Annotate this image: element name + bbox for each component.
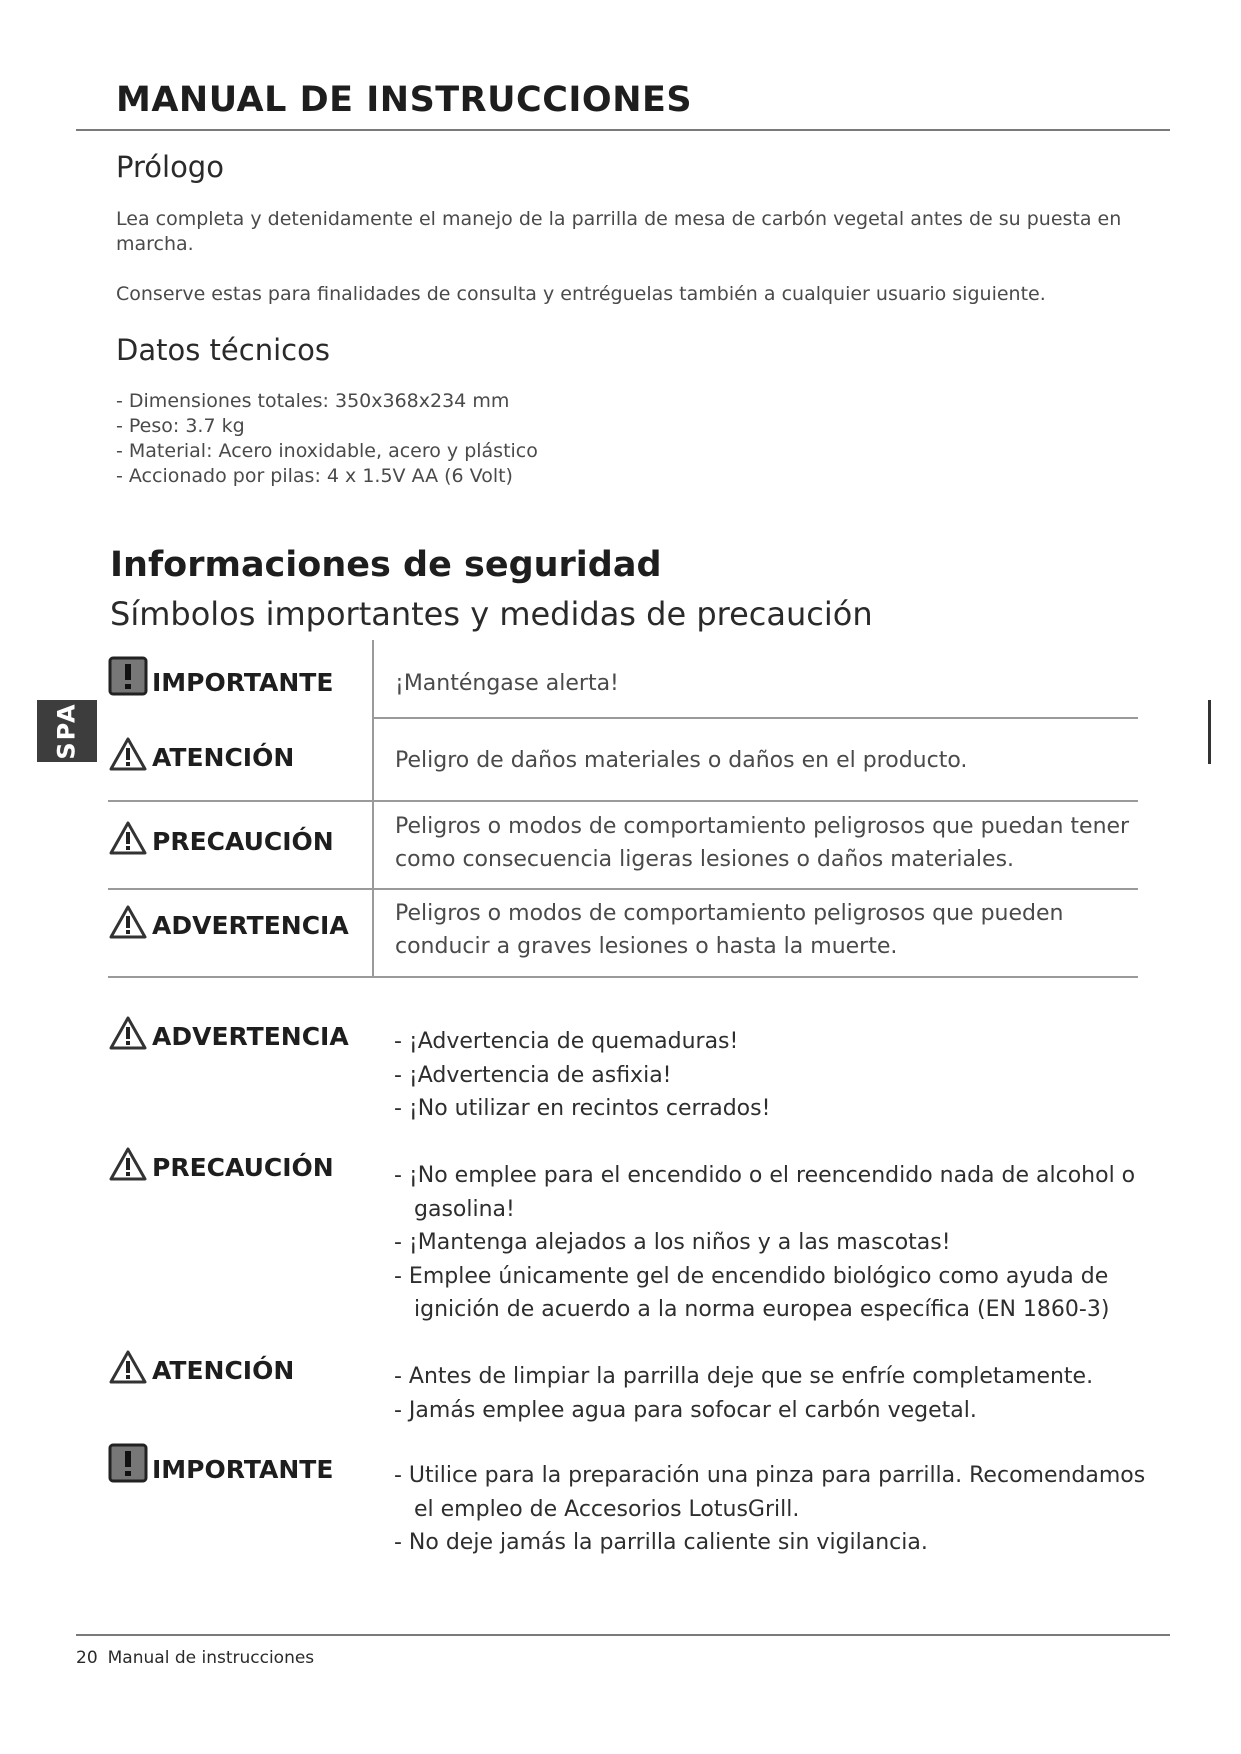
technical-list [116,389,538,489]
title-divider [76,129,1170,131]
prologue-paragraph-1: Lea completa y detenidamente el manejo de la parrilla de mesa de carbón vegetal antes de su puesta en marcha. [116,208,1122,255]
list-item: - Utilice para la preparación una pinza para parrilla. Recomendamos el empleo de Accesorios LotusGrill. [394,1463,1146,1522]
technical-item: - Dimensiones totales: 350x368x234 mm [116,390,510,412]
exclamation-box-icon [108,1443,148,1483]
table-row-label-importante: IMPORTANTE [108,654,333,697]
list-item: - ¡Advertencia de quemaduras! [394,1029,739,1054]
safety-title: Informaciones de seguridad [110,545,662,585]
page-number: 20 [76,1648,98,1668]
technical-item: - Accionado por pilas: 4 x 1.5V AA (6 Volt) [116,465,513,487]
warning-label-advertencia: ADVERTENCIA [108,1015,349,1051]
language-tab [37,700,97,762]
warning-triangle-icon [108,904,148,940]
footer-divider [76,1634,1170,1636]
table-row-label-atencion: ATENCIÓN [108,736,294,772]
prologue-paragraph-2: Conserve estas para finalidades de consulta y entréguelas también a cualquier usuario siguiente. [116,283,1046,305]
technical-heading: Datos técnicos [116,333,330,367]
table-row-description: ¡Manténgase alerta! [395,671,619,696]
table-row-description: Peligros o modos de comportamiento peligrosos que puedan tener como consecuencia ligeras lesiones o daños materiales. [395,814,1130,872]
prologue-heading: Prólogo [116,150,224,184]
symbols-table [108,640,1138,978]
page-footer [76,1648,314,1668]
list-item: - Antes de limpiar la parrilla deje que se enfríe completamente. [394,1364,1094,1389]
table-row-description: Peligros o modos de comportamiento peligrosos que pueden conducir a graves lesiones o hasta la muerte. [395,901,1064,959]
list-item: - Emplee únicamente gel de encendido biológico como ayuda de ignición de acuerdo a la norma europea específica (EN 1860-3) [394,1263,1110,1322]
list-item: - ¡No emplee para el encendido o el reencendido nada de alcohol o gasolina! [394,1163,1136,1222]
warning-triangle-icon [108,1349,148,1385]
list-item: - ¡Advertencia de asfixia! [394,1062,672,1088]
warning-list-importante [394,1459,1154,1560]
table-row-divider [108,888,1138,890]
warning-list-advertencia [394,1025,1154,1126]
table-row-label-advertencia: ADVERTENCIA [108,904,349,940]
list-item: - Jamás emplee agua para sofocar el carbón vegetal. [394,1397,977,1423]
language-tab-label: SPA [53,702,81,760]
list-item: - ¡Mantenga alejados a los niños y a las mascotas! [394,1230,951,1255]
list-item: - ¡No utilizar en recintos cerrados! [394,1096,771,1121]
technical-item: - Material: Acero inoxidable, acero y plástico [116,440,538,462]
table-row-divider [373,717,1138,719]
warning-triangle-icon [108,1146,148,1182]
warning-label-precaucion: PRECAUCIÓN [108,1146,334,1182]
table-column-divider [372,640,374,978]
page-title: MANUAL DE INSTRUCCIONES [116,80,693,120]
warning-list-precaucion [394,1159,1154,1327]
safety-subtitle: Símbolos importantes y medidas de precaución [110,595,873,633]
page-edge-marker [1208,700,1211,764]
warning-triangle-icon [108,736,148,772]
table-row-label-precaucion: PRECAUCIÓN [108,820,334,856]
warning-list-atencion [394,1360,1154,1427]
exclamation-box-icon [108,656,148,696]
warning-label-atencion: ATENCIÓN [108,1349,294,1385]
warning-label-importante: IMPORTANTE [108,1441,333,1484]
table-row-divider [108,976,1138,978]
technical-item: - Peso: 3.7 kg [116,415,245,437]
list-item: - No deje jamás la parrilla caliente sin vigilancia. [394,1530,928,1555]
footer-text: Manual de instrucciones [107,1648,315,1668]
warning-triangle-icon [108,1015,148,1051]
table-row-description: Peligro de daños materiales o daños en el producto. [395,748,968,773]
warning-triangle-icon [108,820,148,856]
table-row-divider [108,800,1138,802]
